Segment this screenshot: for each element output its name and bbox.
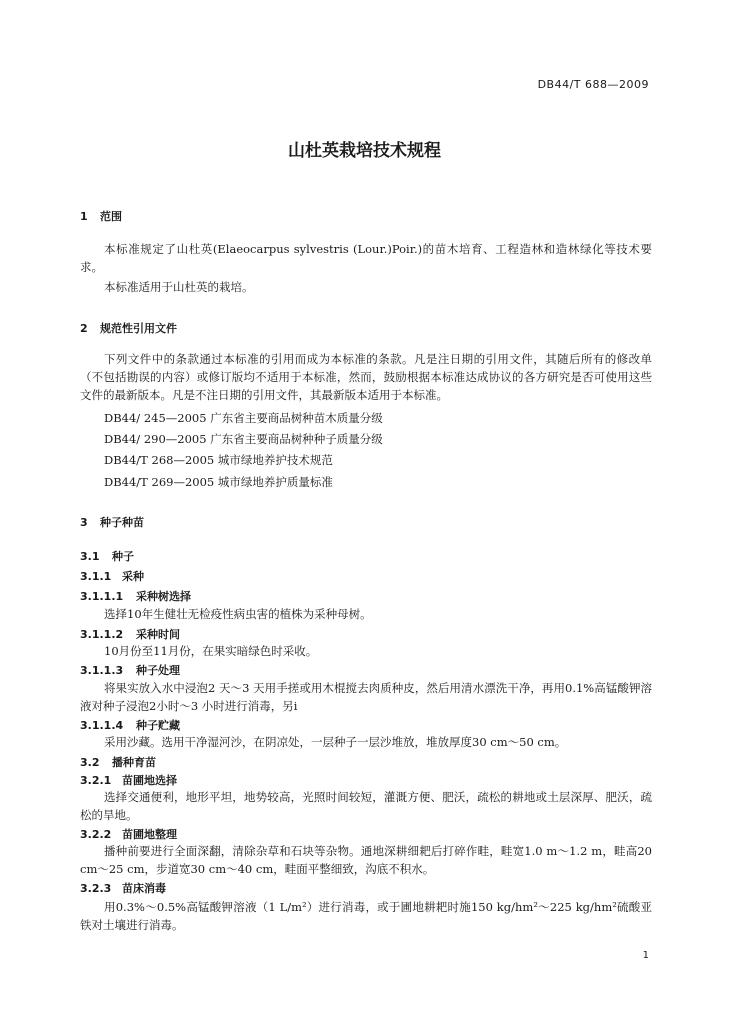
page-title: 山杜英栽培技术规程 — [288, 141, 441, 161]
section-number: 1 — [80, 210, 88, 223]
section-number: 3.2 — [80, 756, 100, 769]
section-title: 苗圃地整理 — [122, 828, 177, 841]
section-title: 采种树选择 — [136, 590, 191, 603]
paragraph: 用0.3%～0.5%高锰酸钾溶液（1 L/m²）进行消毒，或于圃地耕耙时施150 kg/hm²～225 kg/hm²硫酸亚铁对土壤进行消毒。 — [80, 900, 652, 932]
section-title: 种子处理 — [136, 664, 180, 677]
section-number: 3.2.2 — [80, 828, 112, 841]
paragraph: 播种前要进行全面深翻，清除杂草和石块等杂物。通地深耕细耙后打碎作畦，畦宽1.0 m～1.2 m，畦高20 cm～25 cm，步道宽30 cm～40 cm，畦面平整细致，沟底不积水。 — [80, 844, 652, 876]
section-number: 3 — [80, 516, 88, 529]
reference-item: DB44/ 245—2005 广东省主要商品树种苗木质量分级 — [104, 411, 383, 425]
section-title: 苗床消毒 — [122, 882, 166, 895]
section-2-paragraph: 下列文件中的条款通过本标准的引用而成为本标准的条款。凡是注日期的引用文件，其随后所有的修改单（不包括勘误的内容）或修订版均不适用于本标准，然而，鼓励根据本标准达成协议的各方研究是否可使用这些文件的最新版本。凡是不注日期的引用文件，其最新版本适用于本标准。 — [80, 352, 652, 402]
section-number: 3.1.1.2 — [80, 628, 124, 641]
section-1-paragraph-2: 本标准适用于山杜英的栽培。 — [104, 280, 254, 294]
subsection-heading — [80, 754, 156, 770]
section-title: 种子 — [112, 550, 134, 563]
section-number: 3.1 — [80, 550, 100, 563]
section-number: 3.2.3 — [80, 882, 112, 895]
section-title: 种子贮藏 — [136, 719, 180, 732]
subsection-heading — [80, 626, 180, 642]
section-title: 采种时间 — [136, 628, 180, 641]
subsection-heading — [80, 880, 166, 896]
subsection-heading — [80, 588, 191, 604]
paragraph: 采用沙藏。选用干净湿河沙，在阴凉处，一层种子一层沙堆放，堆放厚度30 cm～50 cm。 — [104, 735, 567, 749]
section-title: 规范性引用文件 — [100, 322, 177, 335]
section-title: 苗圃地选择 — [122, 774, 177, 787]
section-3-heading — [80, 514, 144, 530]
subsection-heading — [80, 662, 180, 678]
subsection-heading — [80, 568, 144, 584]
page-number: 1 — [642, 950, 649, 961]
section-1-heading — [80, 208, 122, 224]
section-title: 范围 — [100, 210, 122, 223]
section-title: 采种 — [122, 570, 144, 583]
section-title: 种子种苗 — [100, 516, 144, 529]
paragraph: 选择10年生健壮无检疫性病虫害的植株为采种母树。 — [104, 607, 372, 621]
section-1-paragraph-1: 本标准规定了山杜英(Elaeocarpus sylvestris (Lour.)Poir.)的苗木培育、工程造林和造林绿化等技术要求。 — [80, 242, 652, 274]
section-number: 3.1.1.3 — [80, 664, 124, 677]
section-number: 3.1.1.1 — [80, 590, 124, 603]
reference-item: DB44/T 269—2005 城市绿地养护质量标准 — [104, 475, 333, 489]
subsection-heading — [80, 548, 134, 564]
section-number: 2 — [80, 322, 88, 335]
paragraph: 10月份至11月份，在果实暗绿色时采收。 — [104, 644, 318, 658]
section-number: 3.1.1 — [80, 570, 112, 583]
section-title: 播种育苗 — [112, 756, 156, 769]
reference-item: DB44/T 268—2005 城市绿地养护技术规范 — [104, 453, 333, 467]
paragraph: 将果实放入水中浸泡2 天～3 天用手搓或用木棍搅去肉质种皮，然后用清水漂洗干净，再用0.1%高锰酸钾溶液对种子浸泡2小时～3 小时进行消毒，另i — [80, 681, 652, 713]
subsection-heading — [80, 826, 177, 842]
reference-item: DB44/ 290—2005 广东省主要商品树种种子质量分级 — [104, 432, 383, 446]
subsection-heading — [80, 717, 180, 733]
section-2-heading — [80, 320, 177, 336]
subsection-heading — [80, 772, 177, 788]
section-number: 3.1.1.4 — [80, 719, 124, 732]
section-number: 3.2.1 — [80, 774, 112, 787]
doc-code: DB44/T 688—2009 — [537, 78, 649, 91]
paragraph: 选择交通便利，地形平坦，地势较高，光照时间较短，灌溉方便、肥沃，疏松的耕地或土层深厚、肥沃，疏松的旱地。 — [80, 790, 652, 822]
